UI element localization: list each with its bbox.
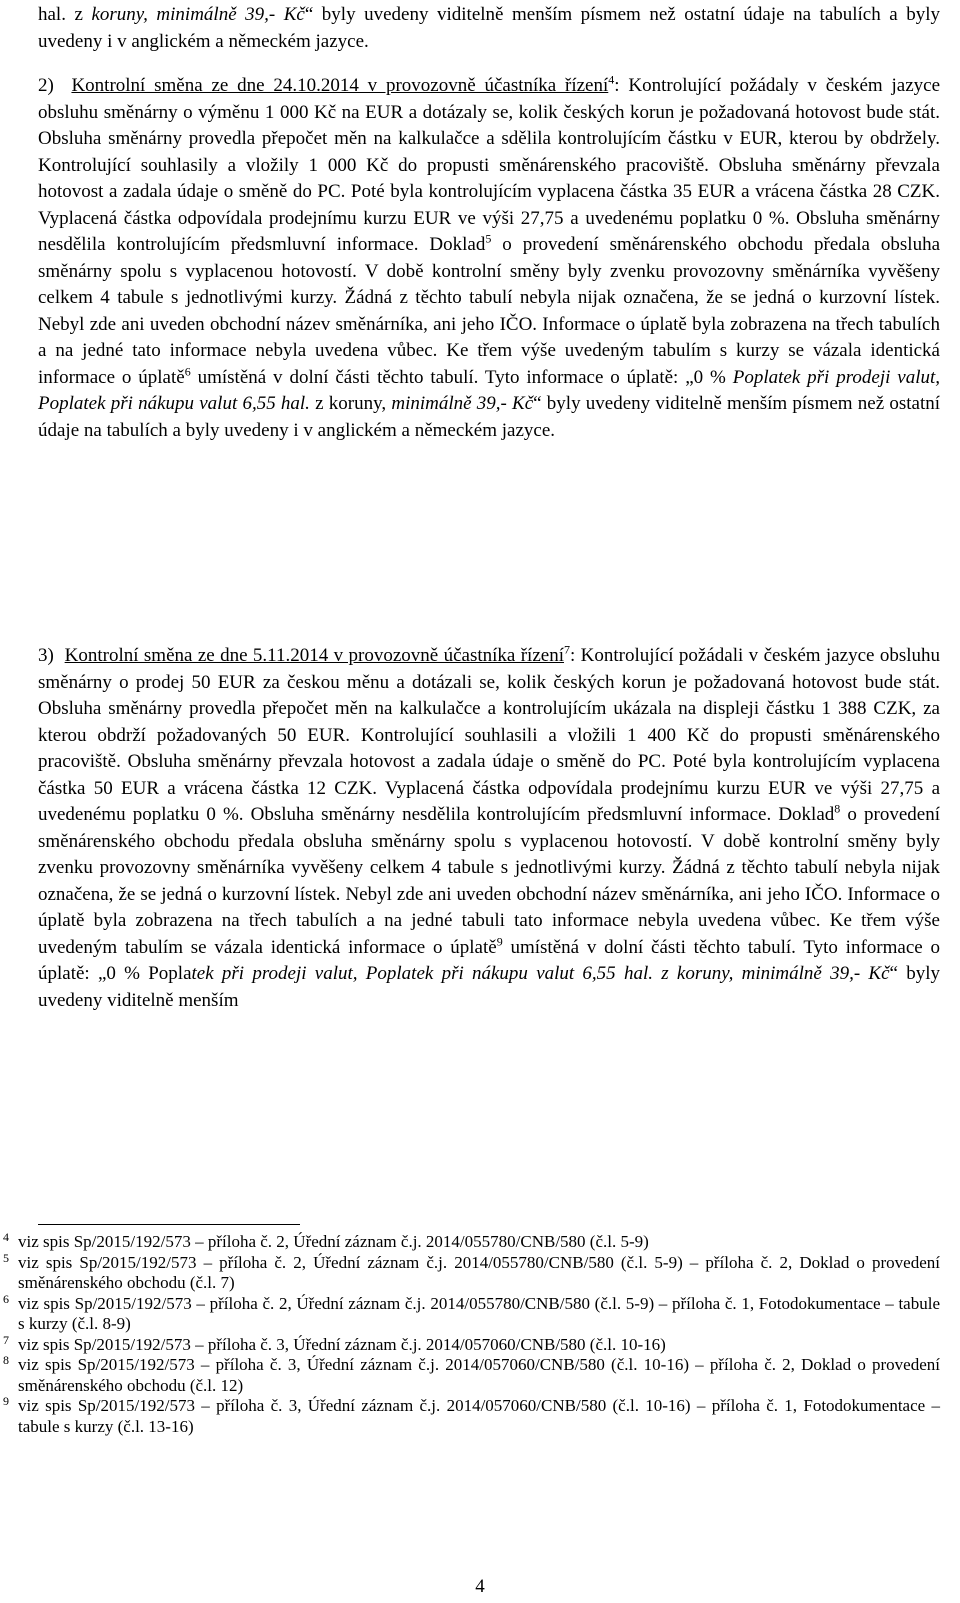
text-run: o provedení směnárenského obchodu předala obsluha směnárny spolu s vyplacenou hotovostí. V době kontrolní směny byly zvenku provozovny směnárníka vyvěšeny celkem 4 tabule s jednotlivými kurzy. Žádná z těchto tabulí nebyla nijak označena, že se jedná o kurzovní lístek. Nebyl zde ani uveden obchodní název směnárníka, ani jeho IČO. Informace o úplatě byla zobrazena na třech tabulích a na jedné tato informace nebyla uvedena vůbec. Ke třem výše uvedeným tabulím s kurzy se vázala identická informace o úplatě [38, 234, 940, 388]
text-run: z koruny, [309, 393, 392, 414]
footnote-ref: 6 [184, 364, 191, 379]
text-run: o provedení směnárenského obchodu předala obsluha směnárny spolu s vyplacenou hotovostí. V době kontrolní směny byly zvenku provozovny směnárníka vyvěšeny celkem 4 tabule s jednotlivými kurzy. Žádná z těchto tabulí nebyla nijak označena, že se jedná o kurzovní lístek. Nebyl zde ani uveden obchodní název směnárníka, ani jeho IČO. Informace o úplatě byla zobrazena na třech tabulích a na jedné tabuli tato informace nebyla uvedena vůbec. Ke třem výše uvedeným tabulím se vázala identická informace o úplatě [38, 804, 940, 958]
footnotes [0, 1232, 940, 1437]
footnote-ref: 5 [485, 231, 492, 246]
footnote [0, 1396, 940, 1437]
page-number: 4 [475, 1576, 485, 1597]
italic-run: tek při prodeji valut, Poplatek při nákupu valut 6,55 hal. z koruny, minimálně 39,- Kč [191, 963, 890, 984]
text-run: “ byly uvedeny viditelně menším [38, 963, 940, 1011]
footnote-number: 4 [3, 1230, 9, 1244]
paragraph-heading: Kontrolní směna ze dne 24.10.2014 v provozovně účastníka řízení [71, 75, 609, 96]
footnote-number: 9 [3, 1394, 9, 1408]
text-run: umístěná v dolní části těchto tabulí. Tyto informace o úplatě: „0 % [190, 366, 733, 388]
footnote-text: viz spis Sp/2015/192/573 – příloha č. 3, Úřední záznam č.j. 2014/057060/CNB/580 (č.l. 10-16) – příloha č. 2, Doklad o provedení směnárenského obchodu (č.l. 12) [18, 1355, 940, 1395]
footnote [0, 1250, 940, 1294]
footnote-number: 7 [3, 1332, 9, 1347]
footnote-ref: 7 [563, 642, 570, 657]
footnote-text: viz spis Sp/2015/192/573 – příloha č. 2, Úřední záznam č.j. 2014/055780/CNB/580 (č.l. 5-9) [18, 1232, 649, 1251]
footnote-number: 6 [3, 1291, 9, 1306]
footnote-text: viz spis Sp/2015/192/573 – příloha č. 2, Úřední záznam č.j. 2014/055780/CNB/580 (č.l. 5-9) – příloha č. 1, Fotodokumentace – tabule s kurzy (č.l. 8-9) [18, 1293, 940, 1333]
paragraph-number: 2) [38, 75, 54, 96]
italic-run: koruny, minimálně 39,- Kč [91, 4, 305, 25]
text-run: “ byly uvedeny viditelně menším písmem než ostatní údaje na tabulích a byly uvedeny i v anglickém a německém jazyce. [38, 393, 941, 441]
footnote-number: 5 [3, 1250, 9, 1265]
footnote-text: viz spis Sp/2015/192/573 – příloha č. 3, Úřední záznam č.j. 2014/057060/CNB/580 (č.l. 10-16) – příloha č. 1, Fotodokumentace – tabule s kurzy (č.l. 13-16) [18, 1396, 940, 1436]
footnote [0, 1291, 940, 1335]
footnote-number: 8 [3, 1353, 9, 1367]
footnote [0, 1332, 940, 1356]
text-run: umístěná v dolní části těchto tabulí. Tyto informace o úplatě: „0 % Popla [38, 936, 940, 984]
footnote [0, 1232, 940, 1253]
text-run: : Kontrolující požádaly v českém jazyce obsluhu směnárny o výměnu 1 000 Kč na EUR a dotázaly se, kolik českých korun je požadovaná hotovost bude stát. Obsluha směnárny provedla přepočet měn na kalkulačce a sdělila kontrolujícím částku v EUR, kterou by obdržely. Kontrolující souhlasily a vložily 1 000 Kč do propusti směnárenského pracoviště. Obsluha směnárny převzala hotovost a zadala údaje o směně do PC. Poté byla kontrolujícím vyplacena částka 35 EUR a vrácena částka 28 CZK. Vyplacená částka odpovídala prodejnímu kurzu EUR ve výši 27,75 a uvedenému poplatku 0 %. Obsluha směnárny nesdělila kontrolujícím předsmluvní informace. Doklad [38, 75, 941, 255]
continued-paragraph [38, 2, 940, 55]
footnote-ref: 4 [608, 72, 615, 87]
paragraph-control-shift-3 [38, 643, 940, 1014]
footnote [0, 1355, 940, 1396]
footnote-text: viz spis Sp/2015/192/573 – příloha č. 3, Úřední záznam č.j. 2014/057060/CNB/580 (č.l. 10-16) [18, 1334, 666, 1354]
footnote-ref: 9 [496, 934, 503, 949]
footnote-separator [38, 1224, 300, 1225]
text-run: : Kontrolující požádali v českém jazyce obsluhu směnárny o prodej 50 EUR za českou měnu a dotázali se, kolik českých korun je požadovaná hotovost bude stát. Obsluha směnárny provedla přepočet měn na kalkulačce a kontrolujícím ukázala na displeji částku 1 388 CZK, za kterou obdrží požadovaných 50 EUR. Kontrolující souhlasili a vložili 1 400 Kč do propusti směnárenského pracoviště. Obsluha směnárny převzala hotovost a zadala údaje o směně do PC. Poté byla kontrolujícím vyplacena částka 50 EUR a vrácena částka 12 CZK. Vyplacená částka odpovídala prodejnímu kurzu EUR ve výši 27,75 a uvedenému poplatku 0 %. Obsluha směnárny nesdělila kontrolujícím předsmluvní informace. Doklad [38, 645, 941, 825]
italic-run: minimálně 39,- Kč [391, 393, 534, 414]
footnote-ref: 8 [834, 801, 841, 816]
paragraph-control-shift-2 [38, 73, 940, 444]
italic-run: Poplatek při prodeji valut, Poplatek při nákupu valut 6,55 hal. [38, 366, 941, 414]
text-run: hal. z [38, 4, 92, 25]
paragraph-number: 3) [38, 645, 54, 666]
text-run: “ byly uvedeny viditelně menším písmem než ostatní údaje na tabulích a byly uvedeny i v anglickém a německém jazyce. [38, 4, 940, 52]
footnote-text: viz spis Sp/2015/192/573 – příloha č. 2, Úřední záznam č.j. 2014/055780/CNB/580 (č.l. 5-9) – příloha č. 2, Doklad o provedení směnárenského obchodu (č.l. 7) [18, 1252, 940, 1292]
paragraph-heading: Kontrolní směna ze dne 5.11.2014 v provozovně účastníka řízení [64, 645, 564, 666]
